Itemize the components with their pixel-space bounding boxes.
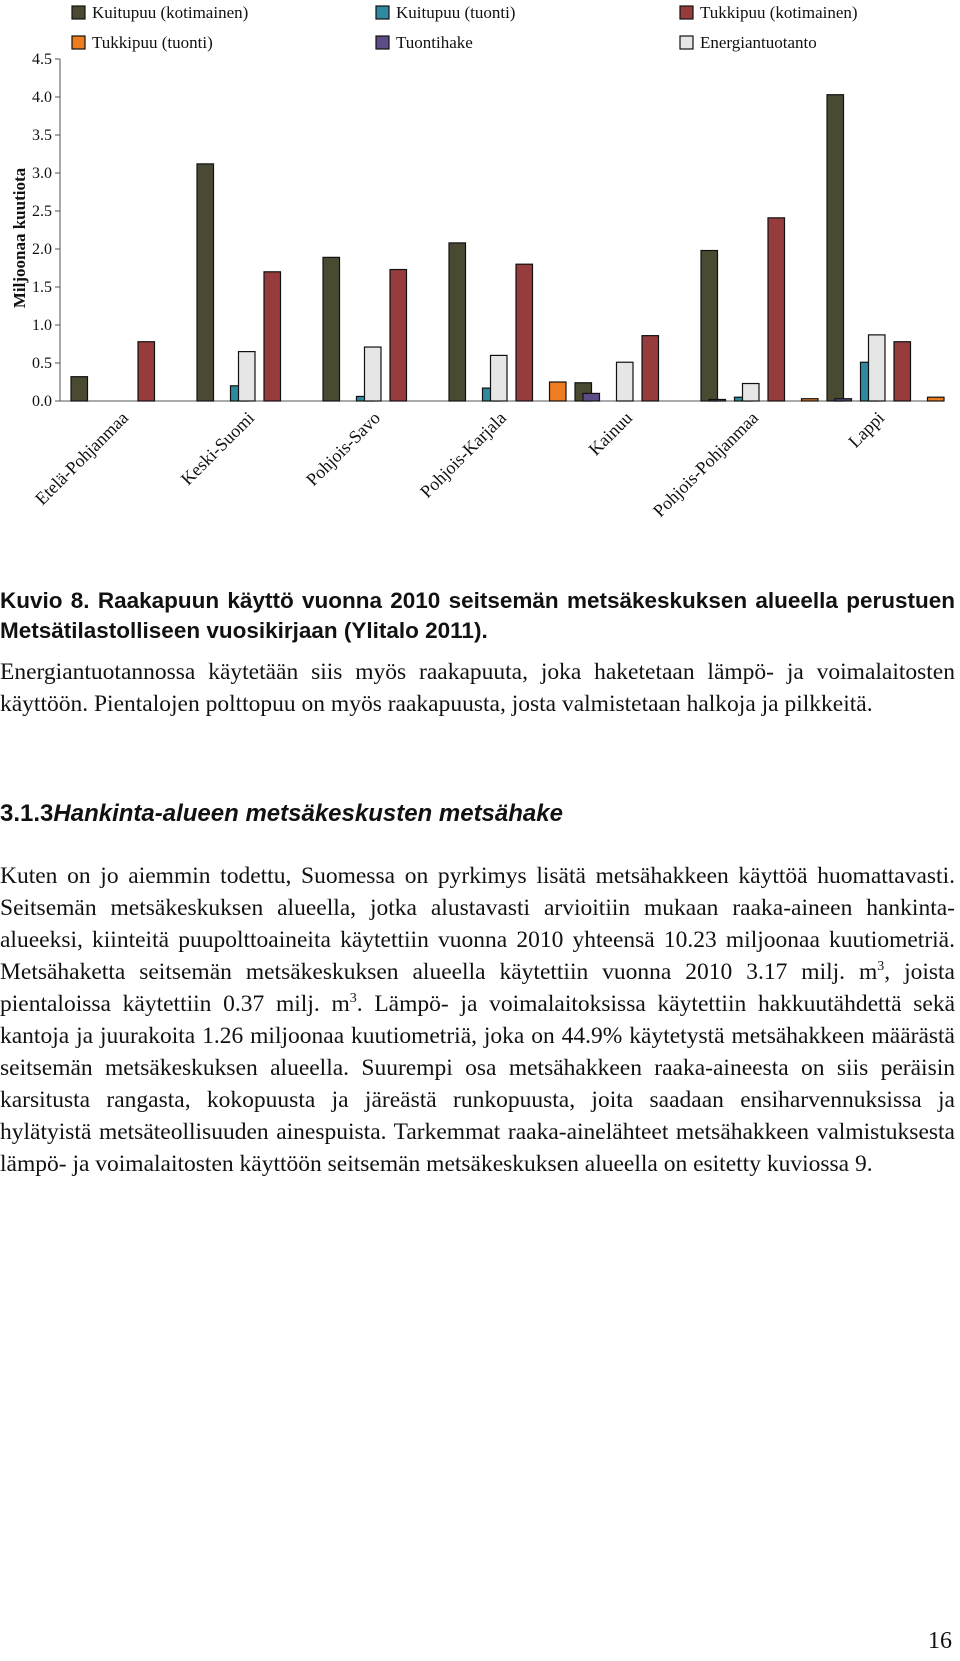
legend-swatch [680, 36, 693, 49]
bar [491, 355, 508, 401]
x-tick-label: Kainuu [584, 407, 637, 460]
legend-label: Tukkipuu (tuonti) [92, 33, 213, 52]
figure-caption: Kuvio 8. Raakapuun käyttö vuonna 2010 seitsemän metsäkeskuksen alueella perustuen Metsätilastolliseen vuosikirjaan (Ylitalo 2011). [0, 588, 955, 643]
bar [894, 342, 911, 401]
bar [239, 352, 256, 401]
section-title: Hankinta-alueen metsäkeskusten metsähake [53, 800, 563, 827]
legend-swatch [376, 36, 389, 49]
bar [743, 384, 760, 401]
legend-swatch [376, 6, 389, 19]
bar [835, 399, 852, 401]
y-tick-label: 3.0 [32, 165, 52, 182]
bar [768, 218, 785, 401]
legend-label: Kuitupuu (tuonti) [396, 3, 516, 22]
bar-chart [0, 0, 960, 560]
bar [138, 342, 155, 401]
bar [701, 251, 718, 401]
x-tick-label: Pohjois-Pohjanmaa [648, 407, 763, 521]
bar [197, 164, 214, 401]
bar [642, 336, 659, 401]
chart-x-labels [31, 408, 888, 521]
paragraph-2-part-3: . Lämpö- ja voimalaitoksissa käytettiin hakkuutähdettä sekä kantoja ja juurakoita 1.26 miljoonaa kuutiometriä, joka on 44.9% käytetystä metsähakkeen määrästä seitsemän metsäkeskuksen alueella. Suurempi osa metsähakkeen raaka-aineesta on siis peräisin karsitusta rangasta, kokopuusta ja järeästä runkopuusta, joita saadaan ensiharvennuksissa ja hylätyistä metsäteollisuuden ainespuista. Tarkemmat raaka-ainelähteet metsähakkeen valmistuksesta lämpö- ja voimalaitosten käyttöön seitsemän metsäkeskuksen alueella on esitetty kuviossa 9. [0, 991, 955, 1177]
x-tick-label: Pohjois-Karjala [416, 407, 511, 502]
x-tick-label: Lappi [844, 407, 889, 452]
y-tick-label: 3.5 [32, 127, 52, 144]
paragraph-2-part-2: , joista pientaloissa käytettiin 0.37 milj. m [0, 959, 955, 1017]
bar [323, 257, 340, 401]
y-axis-label: Miljoonaa kuutiota [10, 167, 29, 309]
legend-label: Tuontihake [396, 33, 473, 52]
superscript-1: 3 [877, 959, 885, 975]
legend-swatch [72, 36, 85, 49]
paragraph-2-part-1: Kuten on jo aiemmin todettu, Suomessa on pyrkimys lisätä metsähakkeen käyttöä huomattavasti. Seitsemän metsäkeskuksen alueella, jotka alustavasti arvioitiin mukaan raaka-aineen hankinta-alueeksi, kiinteitä puupolttoaineita käytettiin vuonna 2010 yhteensä 10.23 miljoonaa kuutiometriä. Metsähaketta seitsemän metsäkeskuksen alueella käytettiin vuonna 2010 3.17 milj. m [0, 863, 955, 985]
bar [928, 397, 945, 401]
y-tick-label: 1.5 [32, 279, 52, 296]
x-tick-label: Etelä-Pohjanmaa [31, 407, 133, 509]
chart-legend [72, 3, 858, 52]
bar [617, 362, 634, 401]
legend-label: Tukkipuu (kotimainen) [700, 3, 858, 22]
legend-swatch [680, 6, 693, 19]
chart-axes [32, 51, 942, 410]
section-heading [0, 798, 563, 830]
bar [449, 243, 466, 401]
legend-swatch [72, 6, 85, 19]
bar [869, 335, 886, 401]
superscript-2: 3 [349, 991, 357, 1007]
legend-label: Kuitupuu (kotimainen) [92, 3, 249, 22]
bar [709, 399, 726, 401]
page-number: 16 [928, 1628, 952, 1654]
paragraph-1: Energiantuotannossa käytetään siis myös raakapuuta, joka haketetaan lämpö- ja voimalaitosten käyttöön. Pientalojen polttopuu on myös raakapuusta, josta valmistetaan halkoja ja pilkkeitä. [0, 659, 955, 717]
y-tick-label: 1.0 [32, 317, 52, 334]
y-tick-label: 4.0 [32, 89, 52, 106]
bar [802, 399, 819, 401]
section-number: 3.1.3 [0, 800, 54, 827]
bar [827, 95, 844, 401]
bar [390, 270, 407, 401]
y-tick-label: 4.5 [32, 51, 52, 68]
x-tick-label: Keski-Suomi [176, 407, 259, 490]
bar [71, 377, 88, 401]
x-tick-label: Pohjois-Savo [302, 407, 385, 490]
bar [516, 264, 533, 401]
bar [264, 272, 281, 401]
bar [583, 393, 600, 401]
y-tick-label: 0.0 [32, 393, 52, 410]
bar [365, 347, 382, 401]
y-tick-label: 2.5 [32, 203, 52, 220]
legend-label: Energiantuotanto [700, 33, 817, 52]
bar [550, 382, 567, 401]
y-tick-label: 0.5 [32, 355, 52, 372]
paragraph-2 [0, 860, 955, 1180]
y-tick-label: 2.0 [32, 241, 52, 258]
chart-bars [71, 95, 960, 401]
